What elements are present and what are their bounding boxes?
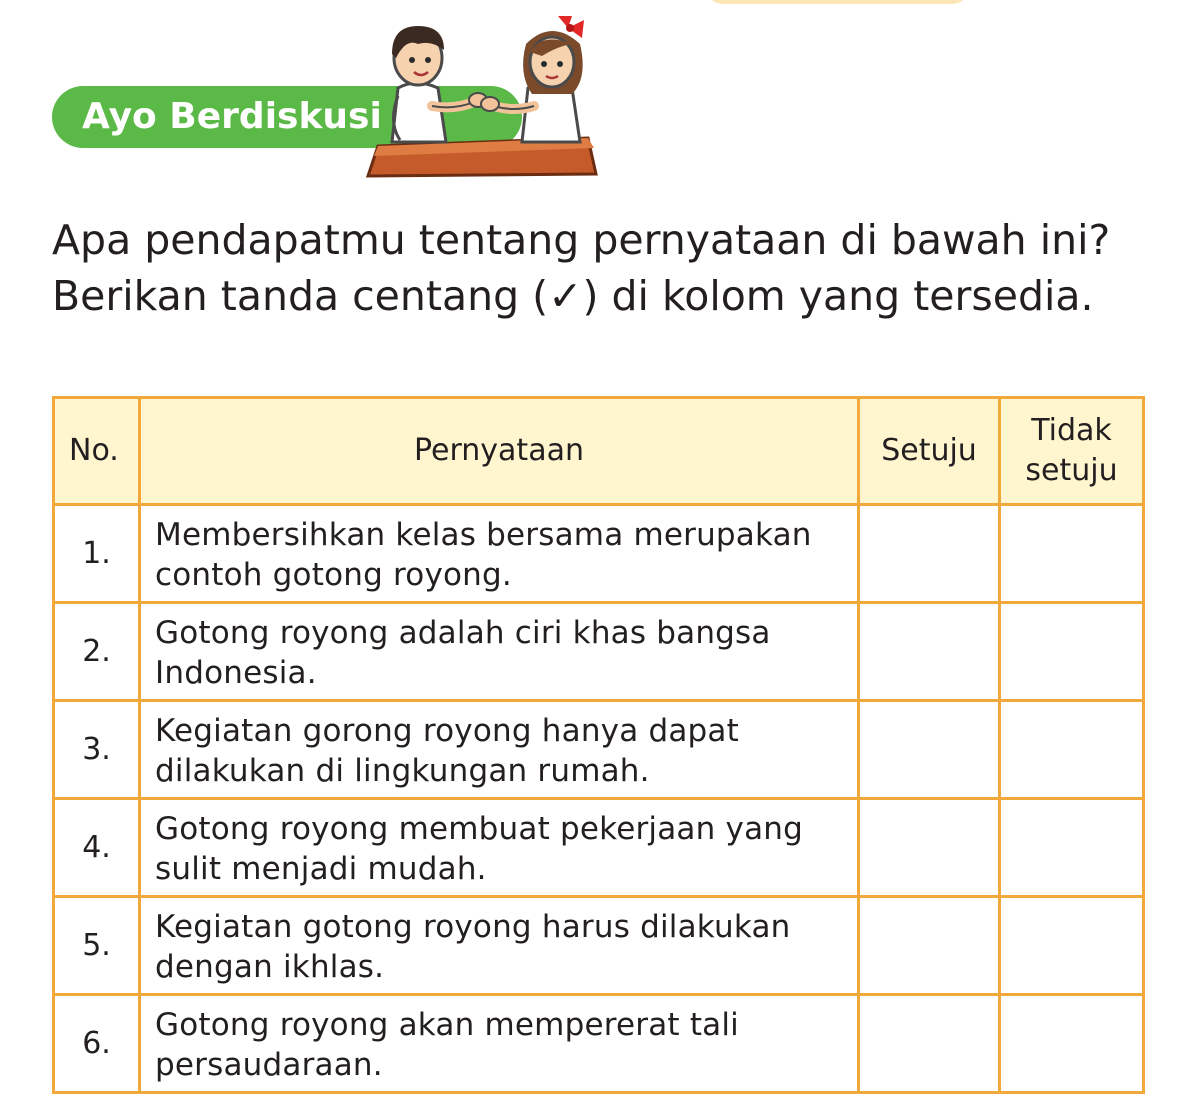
statement-line-2: contoh gotong royong. — [155, 556, 512, 593]
header-disagree-line-2: setuju — [1025, 453, 1118, 488]
table-row — [54, 603, 1144, 701]
row-number: 4. — [54, 799, 140, 897]
header-disagree — [1000, 398, 1144, 505]
agree-cell[interactable] — [859, 603, 1000, 701]
instruction-text — [52, 212, 1172, 324]
statement-line-2: dilakukan di lingkungan rumah. — [155, 752, 650, 789]
statement-line-1: Kegiatan gotong royong harus dilakukan — [155, 908, 791, 945]
disagree-cell[interactable] — [1000, 799, 1144, 897]
row-number: 3. — [54, 701, 140, 799]
statement-line-1: Gotong royong akan mempererat tali — [155, 1006, 739, 1043]
header-disagree-line-1: Tidak — [1031, 413, 1112, 448]
disagree-cell[interactable] — [1000, 897, 1144, 995]
agree-cell[interactable] — [859, 701, 1000, 799]
table-row — [54, 995, 1144, 1093]
two-children-discussing-icon — [362, 14, 612, 182]
row-statement — [140, 995, 859, 1093]
disagree-cell[interactable] — [1000, 701, 1144, 799]
disagree-cell[interactable] — [1000, 603, 1144, 701]
agree-cell[interactable] — [859, 799, 1000, 897]
agree-cell[interactable] — [859, 995, 1000, 1093]
statement-line-1: Gotong royong adalah ciri khas bangsa — [155, 614, 771, 651]
header-agree: Setuju — [859, 398, 1000, 505]
statement-line-2: dengan ikhlas. — [155, 948, 385, 985]
disagree-cell[interactable] — [1000, 505, 1144, 603]
table-row — [54, 701, 1144, 799]
disagree-cell[interactable] — [1000, 995, 1144, 1093]
statement-line-1: Membersihkan kelas bersama merupakan — [155, 516, 812, 553]
statement-line-2: sulit menjadi mudah. — [155, 850, 487, 887]
header-statement: Pernyataan — [140, 398, 859, 505]
statement-table — [52, 396, 1145, 1094]
row-statement — [140, 897, 859, 995]
table-row — [54, 897, 1144, 995]
row-statement — [140, 505, 859, 603]
top-decoration — [705, 0, 970, 4]
instruction-line-1: Apa pendapatmu tentang pernyataan di bawah ini? — [52, 216, 1111, 264]
row-statement — [140, 603, 859, 701]
table-row — [54, 799, 1144, 897]
section-title: Ayo Berdiskusi — [82, 96, 382, 137]
row-number: 1. — [54, 505, 140, 603]
instruction-line-2: Berikan tanda centang (✓) di kolom yang tersedia. — [52, 272, 1094, 320]
table-header-row — [54, 398, 1144, 505]
statement-line-1: Kegiatan gorong royong hanya dapat — [155, 712, 739, 749]
row-number: 6. — [54, 995, 140, 1093]
statement-line-2: persaudaraan. — [155, 1046, 383, 1083]
table-row — [54, 505, 1144, 603]
agree-cell[interactable] — [859, 505, 1000, 603]
row-statement — [140, 701, 859, 799]
row-number: 2. — [54, 603, 140, 701]
agree-cell[interactable] — [859, 897, 1000, 995]
row-number: 5. — [54, 897, 140, 995]
header-no: No. — [54, 398, 140, 505]
row-statement — [140, 799, 859, 897]
statement-line-1: Gotong royong membuat pekerjaan yang — [155, 810, 803, 847]
statement-line-2: Indonesia. — [155, 654, 317, 691]
